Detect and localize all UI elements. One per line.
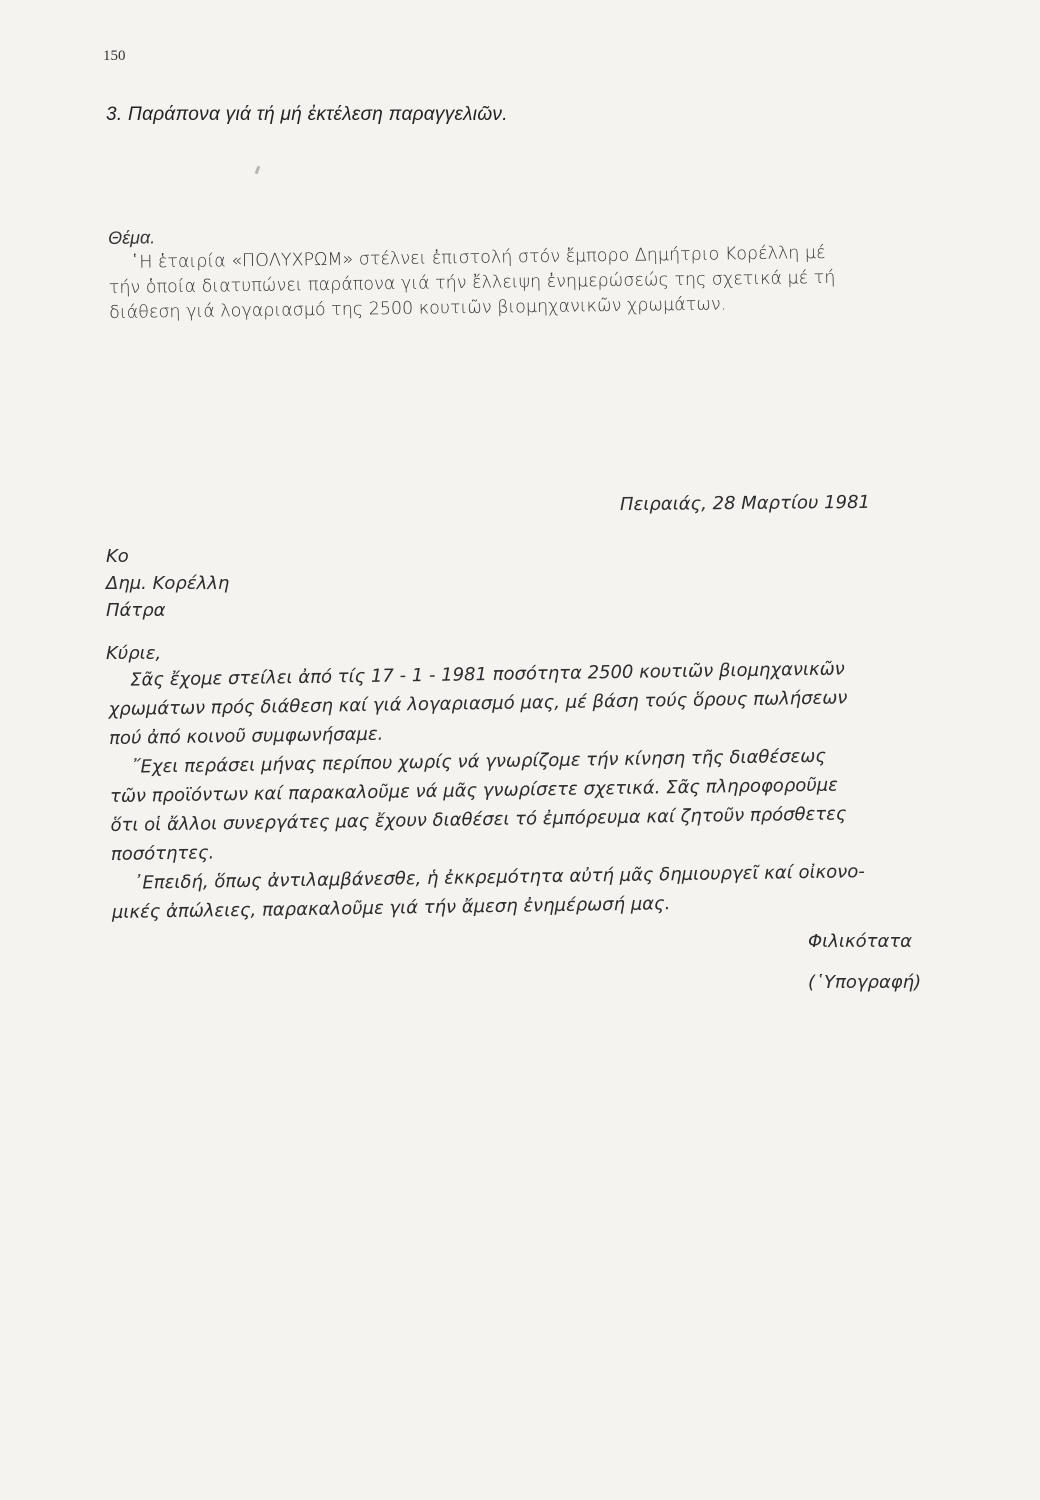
body-line: τῶν προϊόντων καί παρακαλοῦμε νά μᾶς γνωρίσετε σχετικά. Σᾶς πληροφοροῦμε: [109, 774, 839, 807]
recipient-line: Κο: [106, 546, 129, 567]
body-line: μικές ἀπώλειες, παρακαλοῦμε γιά τήν ἄμεση ἐνημέρωσή μας.: [111, 893, 671, 923]
section-title: 3. Παράπονα γιά τή μή ἐκτέλεση παραγγελιῶν.: [106, 104, 508, 125]
subject-line: τήν ὁποία διατυπώνει παράπονα γιά τήν ἔλλειψη ἐνημερώσεώς της σχετικά μέ τή: [108, 267, 836, 298]
letter-recipient: [106, 543, 229, 624]
letter-place-date: Πειραιάς, 28 Μαρτίου 1981: [619, 491, 871, 516]
page-number: 150: [103, 48, 126, 64]
subject-line: ῾Η ἑταιρία «ΠΟΛΥΧΡΩΜ» στέλνει ἐπιστολή στόν ἔμπορο Δημήτριο Κορέλλη μέ: [130, 242, 826, 273]
recipient-line: Δημ. Κορέλλη: [106, 573, 230, 594]
subject-label: Θέμα.: [108, 227, 156, 248]
subject-line: διάθεση γιά λογαριασμό της 2500 κουτιῶν βιομηχανικῶν χρωμάτων.: [109, 294, 727, 323]
letter-closing: Φιλικότατα: [808, 931, 913, 952]
letter-signature: (῾Υπογραφή): [808, 972, 922, 993]
body-line: Σᾶς ἔχομε στείλει ἀπό τίς 17 - 1 - 1981 ποσότητα 2500 κουτιῶν βιομηχανικῶν: [130, 658, 845, 691]
body-line: ᾿Επειδή, ὅπως ἀντιλαμβάνεσθε, ἡ ἐκκρεμότητα αὐτή μᾶς δημιουργεῖ καί οἰκονο-: [133, 861, 865, 894]
body-line: ῎Εχει περάσει μήνας περίπου χωρίς νά γνωρίζομε τήν κίνηση τῆς διαθέσεως: [131, 745, 827, 778]
body-line: χρωμάτων πρός διάθεση καί γιά λογαριασμό μας, μέ βάση τούς ὅρους πωλήσεων: [108, 687, 848, 720]
body-line: ὅτι οἱ ἄλλοι συνεργάτες μας ἔχουν διαθέσει τό ἐμπόρευμα καί ζητοῦν πρόσθετες: [110, 803, 847, 836]
subject-block: [108, 214, 969, 326]
body-line: ποσότητες.: [110, 842, 215, 865]
body-line: πού ἀπό κοινοῦ συμφωνήσαμε.: [108, 723, 384, 749]
scan-speck: [255, 166, 261, 175]
letter-body: [108, 652, 982, 927]
recipient-line: Πάτρα: [106, 600, 166, 621]
letter-salutation: Κύριε,: [106, 643, 162, 664]
